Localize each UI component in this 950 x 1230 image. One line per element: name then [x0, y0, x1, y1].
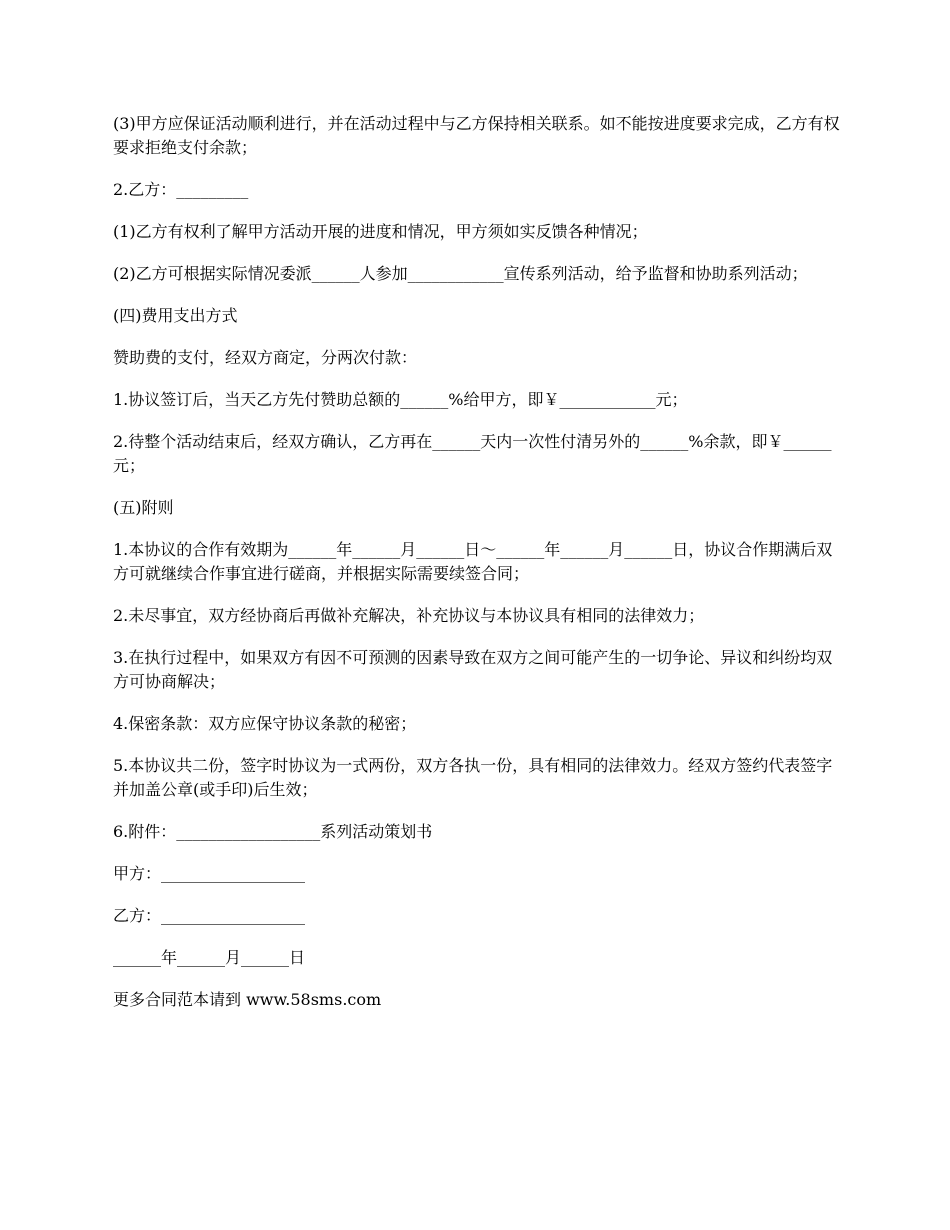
- payment-intro: 赞助费的支付，经双方商定，分两次付款：: [113, 348, 418, 367]
- payment-clause-2: 2.待整个活动结束后，经双方确认，乙方再在______天内一次性付清另外的______%余款，即￥______元；: [113, 432, 832, 475]
- party-b-clause-2: (2)乙方可根据实际情况委派______人参加____________宣传系列活动，给予监督和协助系列活动；: [113, 264, 808, 283]
- appendix-clause-1: 1.本协议的合作有效期为______年______月______日～______年______月______日，协议合作期满后双方可就继续合作事宜进行磋商，并根据实际需要续签合同；: [113, 540, 833, 583]
- appendix-clause-3: 3.在执行过程中，如果双方有因不可预测的因素导致在双方之间可能产生的一切争论、异议和纠纷均双方可协商解决；: [113, 648, 833, 691]
- date-line: ______年______月______日: [113, 948, 306, 967]
- appendix-clause-5: 5.本协议共二份，签字时协议为一式两份，双方各执一份，具有相同的法律效力。经双方签约代表签字并加盖公章(或手印)后生效；: [113, 756, 833, 799]
- section-5-heading: (五)附则: [113, 498, 174, 517]
- appendix-clause-4: 4.保密条款：双方应保守协议条款的秘密；: [113, 714, 417, 733]
- party-b-heading: 2.乙方：_________: [113, 180, 249, 199]
- payment-clause-1: 1.协议签订后，当天乙方先付赞助总额的______%给甲方，即￥____________元；: [113, 390, 688, 409]
- party-b-clause-1: (1)乙方有权利了解甲方活动开展的进度和情况，甲方须如实反馈各种情况；: [113, 222, 648, 241]
- appendix-clause-2: 2.未尽事宜，双方经协商后再做补充解决，补充协议与本协议具有相同的法律效力；: [113, 606, 705, 625]
- clause-3-party-a-obligation: (3)甲方应保证活动顺利进行，并在活动过程中与乙方保持相关联系。如不能按进度要求完成，乙方有权要求拒绝支付余款；: [113, 114, 840, 157]
- party-a-signature-line: 甲方：__________________: [113, 864, 306, 883]
- footer-note: 更多合同范本请到 www.58sms.com: [113, 990, 382, 1009]
- party-b-signature-line: 乙方：__________________: [113, 906, 306, 925]
- appendix-clause-6: 6.附件：__________________系列活动策划书: [113, 822, 433, 841]
- document-body: [113, 112, 843, 1030]
- section-4-heading: (四)费用支出方式: [113, 306, 238, 325]
